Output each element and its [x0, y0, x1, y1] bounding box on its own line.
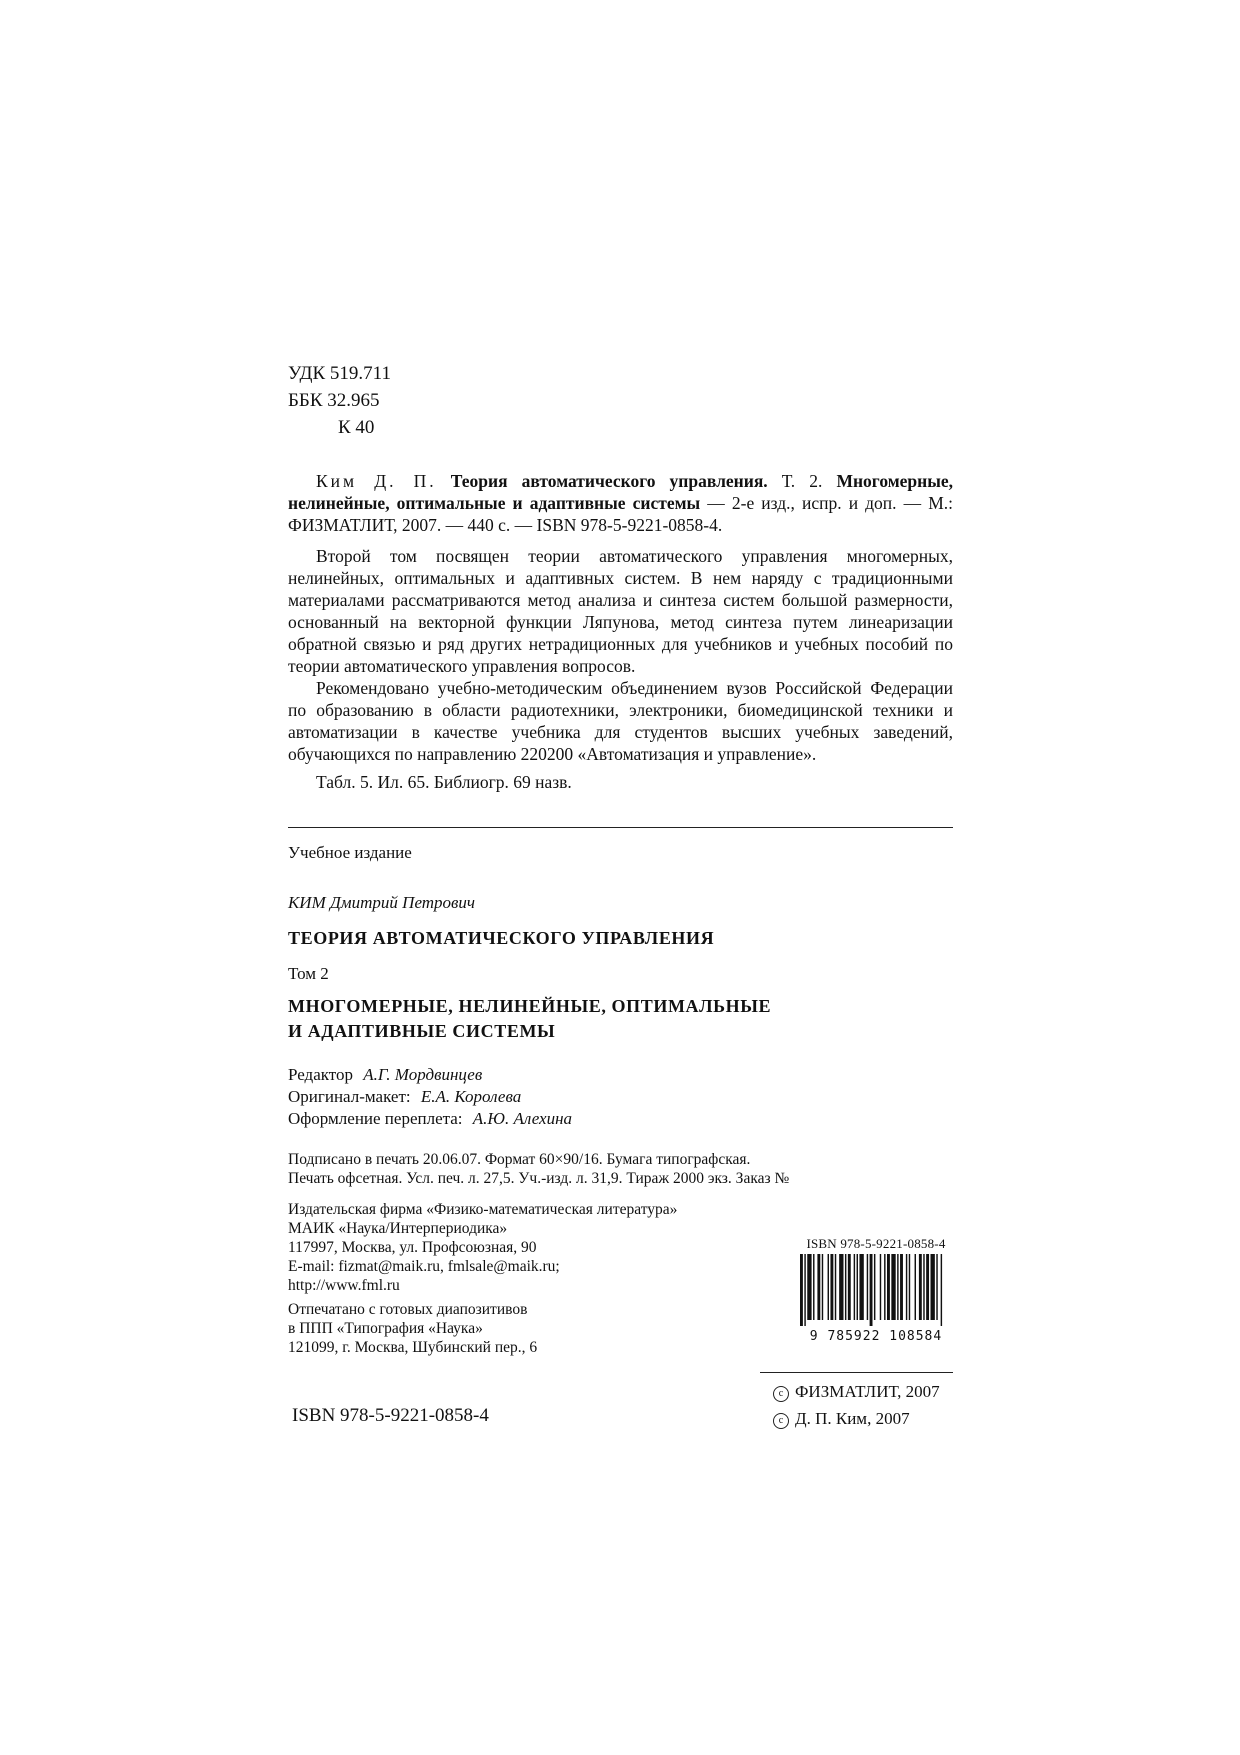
- copyright-icon: c: [773, 1386, 789, 1402]
- barcode-bar: [936, 1254, 937, 1320]
- credit-role: Оригинал-макет:: [288, 1087, 411, 1106]
- printer-line: 121099, г. Москва, Шубинский пер., 6: [288, 1339, 538, 1356]
- credits-block: [288, 1064, 572, 1130]
- barcode-bar: [813, 1254, 814, 1320]
- bibliographic-record: [288, 470, 953, 536]
- barcode-bar: [884, 1254, 885, 1320]
- credit-role: Оформление переплета:: [288, 1109, 463, 1128]
- annotation: [288, 470, 953, 793]
- annotation-title: Теория автоматического управления.: [450, 471, 768, 491]
- classification-block: [288, 360, 391, 441]
- annotation-volume: Т. 2.: [781, 471, 823, 491]
- barcode-bar: [891, 1254, 895, 1320]
- barcode-bar: [859, 1254, 863, 1320]
- publisher-line: E-mail: fizmat@maik.ru, fmlsale@maik.ru;: [288, 1258, 560, 1275]
- barcode-bar: [897, 1254, 898, 1320]
- barcode-bar: [915, 1254, 916, 1320]
- barcode-bar: [909, 1254, 910, 1320]
- barcode-bar: [839, 1254, 843, 1320]
- barcode-bar: [874, 1254, 875, 1320]
- barcode-bar: [835, 1254, 836, 1320]
- printer-line: в ППП «Типография «Наука»: [288, 1320, 483, 1337]
- annotation-subtitle: Многомерные, нелинейные, оптимальные и адаптивные системы: [288, 471, 954, 513]
- barcode-bar: [870, 1254, 873, 1326]
- barcode-bar: [845, 1254, 846, 1320]
- annotation-edition-info: — 2-е изд., испр. и доп. — М.: ФИЗМАТЛИТ, 2007. — 440 с. — ISBN 978-5-9221-0858-4.: [288, 493, 954, 535]
- barcode-isbn-label: ISBN 978-5-9221-0858-4: [806, 1236, 946, 1251]
- publisher-line: МАИК «Наука/Интерпериодика»: [288, 1220, 508, 1237]
- printer-line: Отпечатано с готовых диапозитивов: [288, 1301, 528, 1318]
- barcode-bar: [931, 1254, 935, 1320]
- publisher-block: [288, 1200, 677, 1295]
- credit-name: А.Ю. Алехина: [472, 1109, 572, 1128]
- barcode-bar: [906, 1254, 907, 1320]
- credit-cover: [288, 1108, 572, 1130]
- copyright-block: [773, 1378, 940, 1432]
- bbk-code: ББК 32.965: [288, 390, 380, 411]
- barcode-bar: [800, 1254, 803, 1326]
- credit-name: А.Г. Мордвинцев: [363, 1065, 483, 1084]
- publisher-line: http://www.fml.ru: [288, 1277, 400, 1294]
- barcode-bar: [919, 1254, 922, 1320]
- barcode-bar: [880, 1254, 881, 1320]
- barcode-bar: [854, 1254, 855, 1320]
- credit-role: Редактор: [288, 1065, 353, 1084]
- udk-code: УДК 519.711: [288, 363, 391, 384]
- book-subtitle: [288, 994, 771, 1044]
- publisher-line: 117997, Москва, ул. Профсоюзная, 90: [288, 1239, 537, 1256]
- copyright-divider: [760, 1372, 953, 1373]
- barcode-bars: [796, 1252, 956, 1326]
- barcode-bar: [807, 1254, 811, 1320]
- barcode-bar: [804, 1254, 805, 1326]
- barcode-bar: [887, 1254, 890, 1320]
- book-title: ТЕОРИЯ АВТОМАТИЧЕСКОГО УПРАВЛЕНИЯ: [288, 928, 715, 948]
- annotation-paragraph-3: Табл. 5. Ил. 65. Библиогр. 69 назв.: [316, 772, 572, 792]
- barcode-bar: [830, 1254, 833, 1320]
- isbn-barcode: [796, 1236, 956, 1344]
- annotation-paragraph-1: Второй том посвящен теории автоматического управления многомерных, нелинейных, оптимальных и адаптивных систем. В нем наряду с традиционными материалами рассматриваются метод анализа и синтеза систем большой размерности, основанный на векторной функции Ляпунова, метод синтеза путем линеаризации обратной связью и ряд других нетрадиционных для учебников и учебных пособий по теории автоматического управления вопросов.: [288, 546, 953, 676]
- barcode-bar: [867, 1254, 868, 1320]
- copyright-holder: Д. П. Ким, 2007: [795, 1409, 910, 1428]
- print-line-1: Подписано в печать 20.06.07. Формат 60×90/16. Бумага типографская.: [288, 1151, 751, 1168]
- barcode-bar: [817, 1254, 820, 1320]
- credit-layout: [288, 1086, 572, 1108]
- author-mark: К 40: [338, 417, 375, 438]
- credit-editor: [288, 1064, 572, 1086]
- copyright-icon: c: [773, 1413, 789, 1429]
- subtitle-line-2: И АДАПТИВНЫЕ СИСТЕМЫ: [288, 1021, 556, 1041]
- barcode-bar: [857, 1254, 858, 1320]
- print-details: [288, 1150, 789, 1188]
- barcode-bar: [848, 1254, 851, 1320]
- credit-name: Е.А. Королева: [420, 1087, 522, 1106]
- author-full-name: КИМ Дмитрий Петрович: [288, 893, 476, 912]
- annotation-author: Ким Д. П.: [316, 471, 437, 491]
- annotation-paragraph-2: Рекомендовано учебно-методическим объединением вузов Российской Федерации по образованию в области радиотехники, электроники, биомедицинской техники и автоматизации в качестве учебника для студентов высших учебных заведений, обучающихся по направлению 220200 «Автоматизация и управление».: [288, 678, 953, 764]
- publisher-line: Издательская фирма «Физико-математическая литература»: [288, 1201, 678, 1218]
- copyright-line-2: [773, 1405, 940, 1432]
- barcode-bar: [926, 1254, 929, 1320]
- edition-type: Учебное издание: [288, 843, 412, 862]
- barcode-digits: 9 785922 108584: [809, 1329, 943, 1344]
- barcode-bar: [941, 1254, 942, 1326]
- printer-block: [288, 1300, 537, 1357]
- volume-label: Том 2: [288, 964, 329, 983]
- top-divider: [288, 827, 953, 828]
- isbn-bottom: ISBN 978-5-9221-0858-4: [292, 1405, 489, 1426]
- barcode-bar: [900, 1254, 903, 1320]
- subtitle-line-1: МНОГОМЕРНЫЕ, НЕЛИНЕЙНЫЕ, ОПТИМАЛЬНЫЕ: [288, 996, 772, 1016]
- copyright-holder: ФИЗМАТЛИТ, 2007: [795, 1382, 940, 1401]
- barcode-bar: [822, 1254, 823, 1320]
- copyright-line-1: [773, 1378, 940, 1405]
- print-line-2: Печать офсетная. Усл. печ. л. 27,5. Уч.-изд. л. 31,9. Тираж 2000 экз. Заказ №: [288, 1170, 790, 1187]
- barcode-bar: [923, 1254, 924, 1320]
- barcode-bar: [828, 1254, 829, 1320]
